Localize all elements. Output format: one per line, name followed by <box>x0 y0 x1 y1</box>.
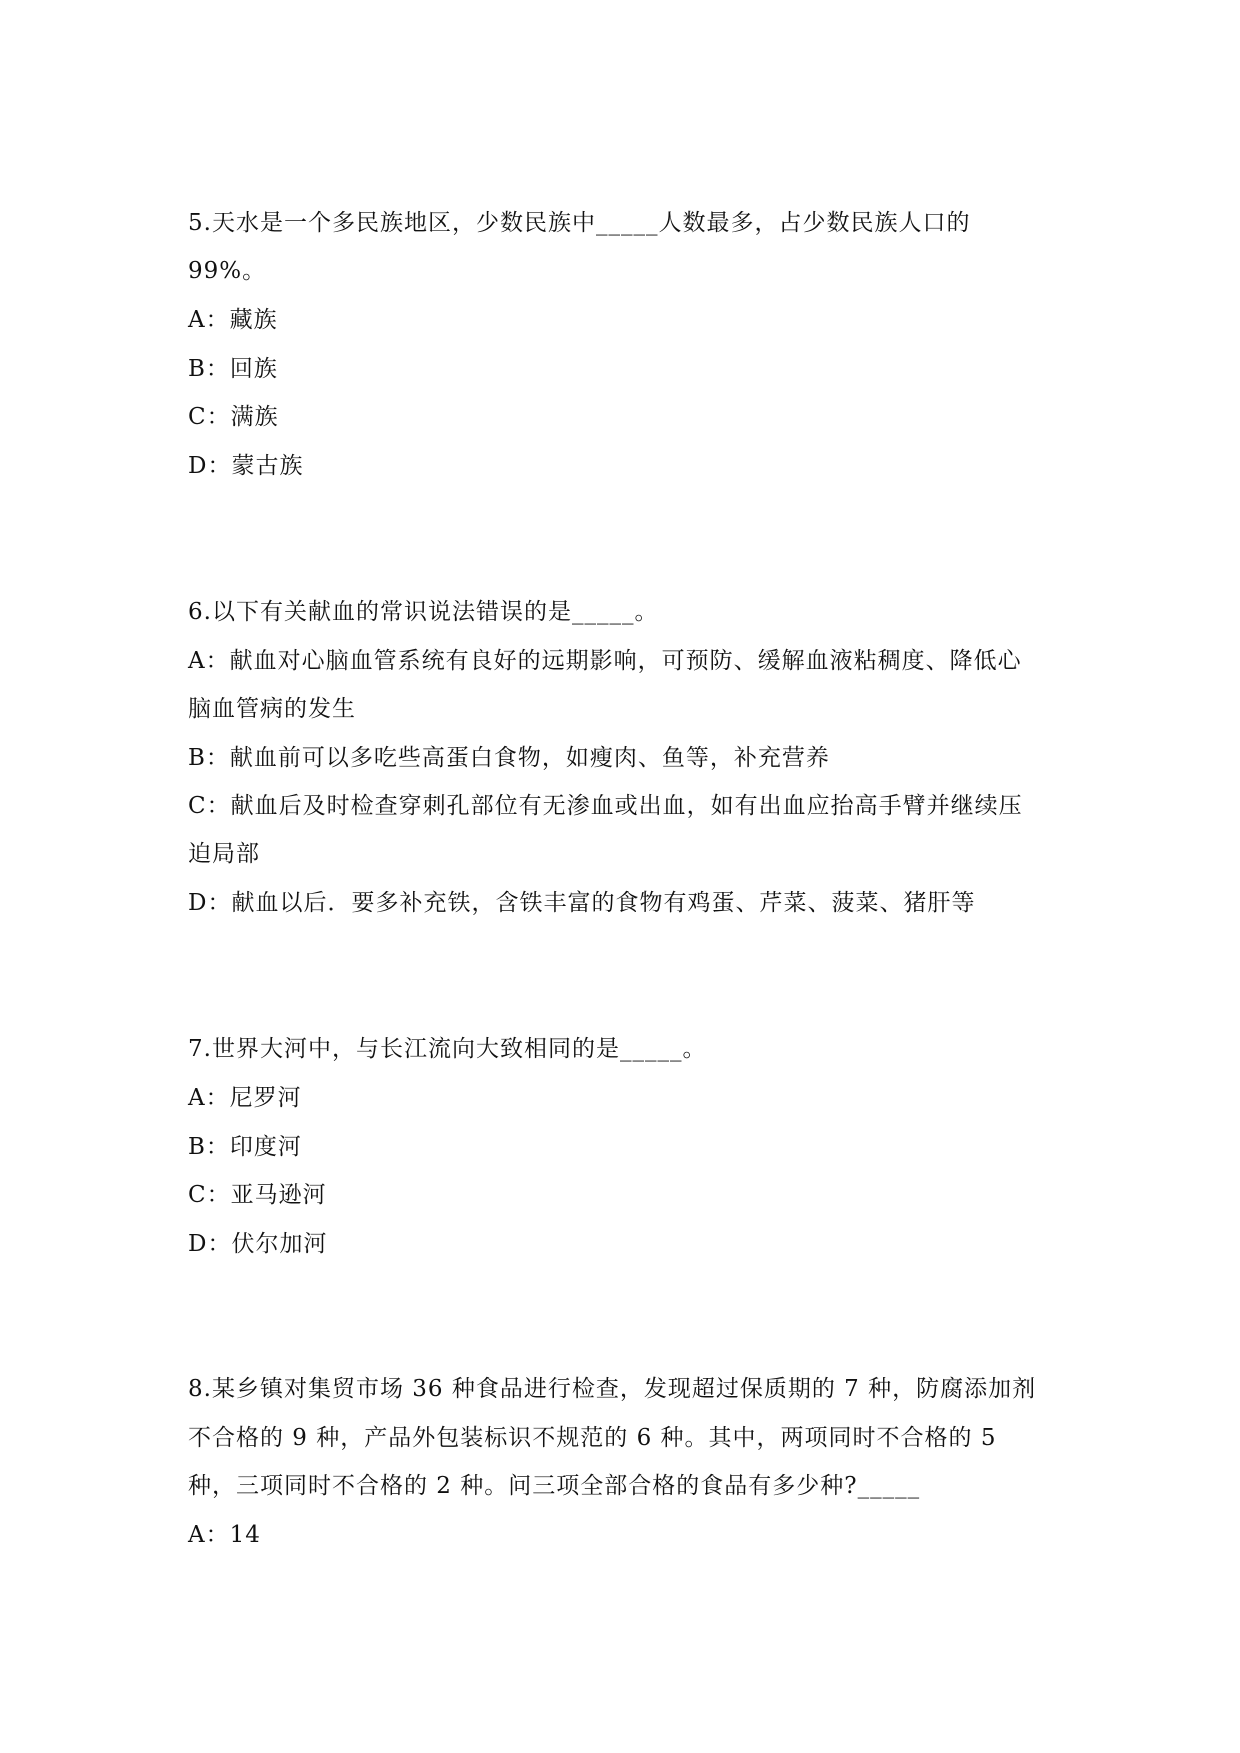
option-d: D：蒙古族 <box>188 453 304 479</box>
option-a: A：14 <box>188 1522 261 1548</box>
option-d: D：献血以后．要多补充铁，含铁丰富的食物有鸡蛋、芹菜、菠菜、猪肝等 <box>188 890 976 916</box>
option-a: A：尼罗河 <box>188 1085 302 1111</box>
option-b: B：献血前可以多吃些高蛋白食物，如瘦肉、鱼等，补充营养 <box>188 745 830 771</box>
question-stem: 8.某乡镇对集贸市场 36 种食品进行检查，发现超过保质期的 7 种，防腐添加剂 <box>188 1376 1037 1402</box>
option-a: A：献血对心脑血管系统有良好的远期影响，可预防、缓解血液粘稠度、降低心 <box>188 648 1022 674</box>
option-c-continued: 迫局部 <box>188 841 260 867</box>
question-stem: 种，三项同时不合格的 2 种。问三项全部合格的食品有多少种?_____ <box>188 1473 921 1499</box>
option-d: D：伏尔加河 <box>188 1231 328 1257</box>
option-b: B：印度河 <box>188 1134 302 1160</box>
option-a-continued: 脑血管病的发生 <box>188 696 356 722</box>
option-b: B：回族 <box>188 356 278 382</box>
option-c: C：献血后及时检查穿刺孔部位有无渗血或出血，如有出血应抬高手臂并继续压 <box>188 793 1023 819</box>
question-stem: 不合格的 9 种，产品外包装标识不规范的 6 种。其中，两项同时不合格的 5 <box>188 1425 997 1451</box>
option-a: A：藏族 <box>188 307 278 333</box>
question-stem: 7.世界大河中，与长江流向大致相同的是_____。 <box>188 1036 707 1062</box>
question-stem: 5.天水是一个多民族地区，少数民族中_____人数最多，占少数民族人口的 <box>188 210 971 236</box>
question-stem: 6.以下有关献血的常识说法错误的是_____。 <box>188 599 659 625</box>
option-c: C：亚马逊河 <box>188 1182 327 1208</box>
question-stem: 99%。 <box>188 258 267 284</box>
option-c: C：满族 <box>188 404 279 430</box>
